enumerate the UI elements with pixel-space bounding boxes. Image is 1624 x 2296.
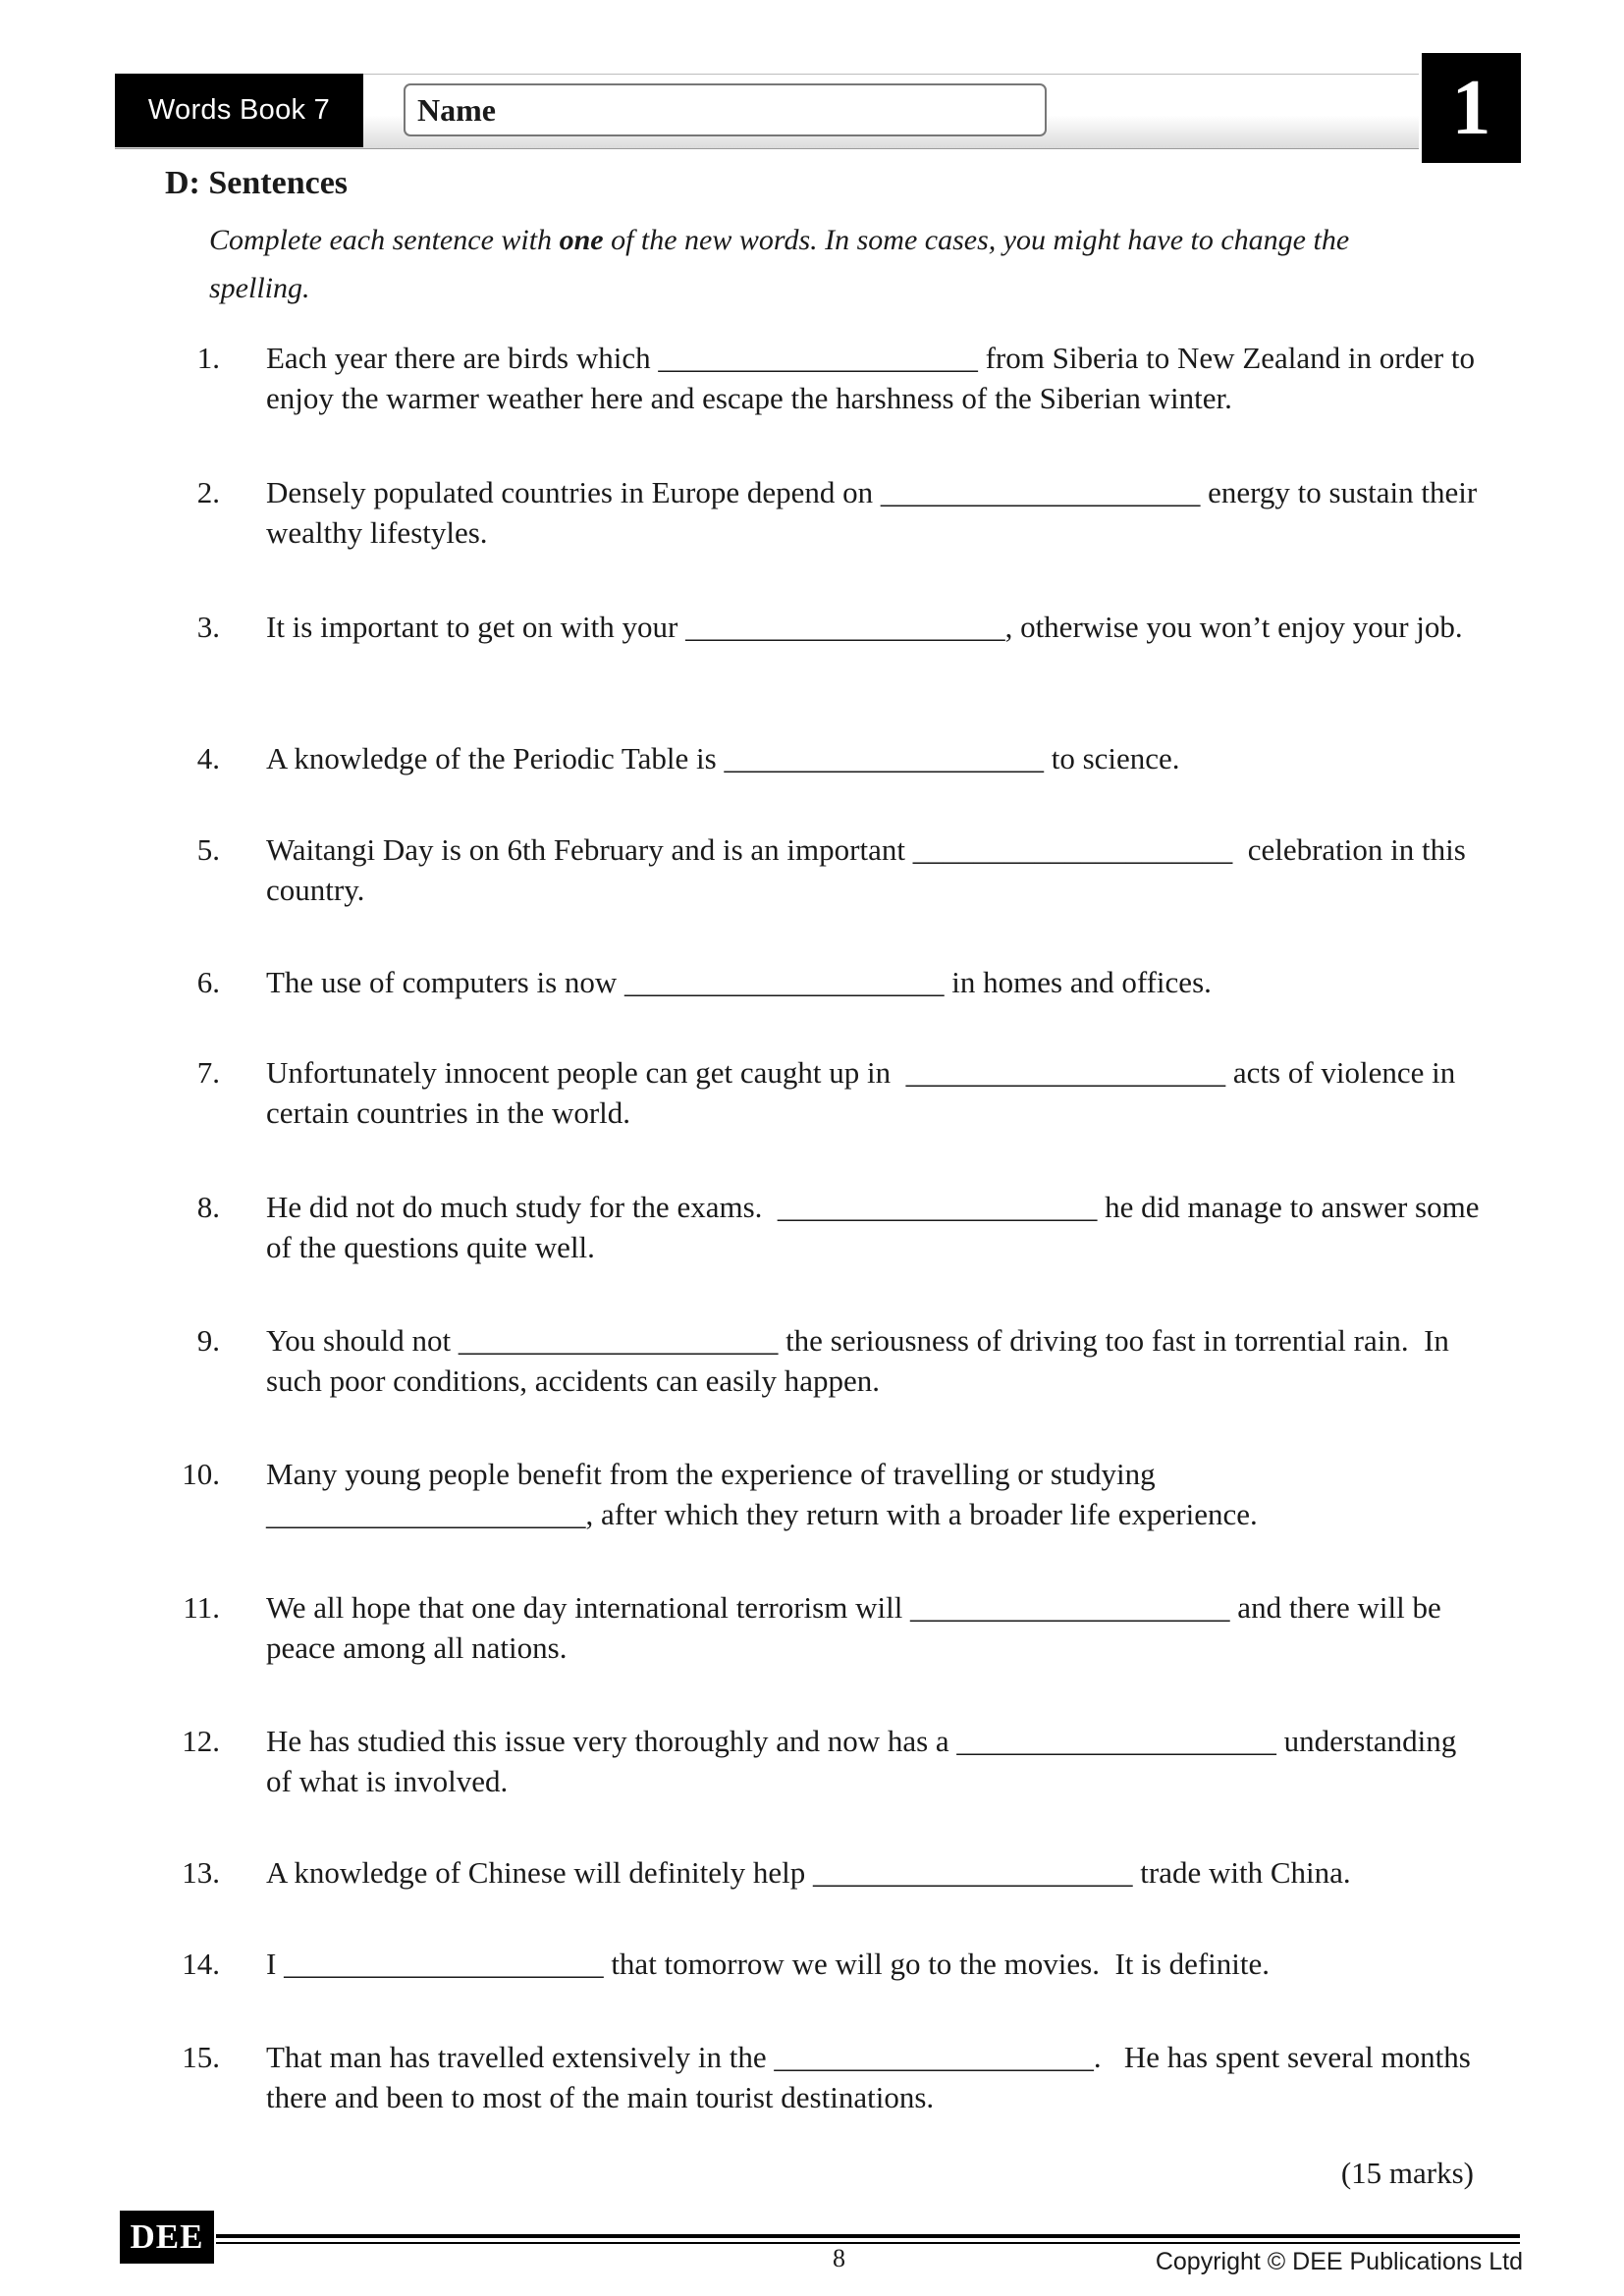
question-number: 1. (196, 341, 220, 375)
name-field[interactable] (404, 83, 1047, 136)
instructions (209, 216, 1387, 312)
question-text: A knowledge of Chinese will definitely help _____________________ trade with China. (266, 1855, 1351, 1890)
question-number: 2. (196, 475, 220, 509)
question-text: He did not do much study for the exams. _____________________ he did manage to answer some of the questions quite well. (266, 1190, 1488, 1264)
question-number: 7. (196, 1055, 220, 1090)
question-number: 11. (183, 1590, 220, 1625)
section-title: D: Sentences (165, 165, 349, 201)
question-number: 5. (196, 832, 220, 867)
question-text: Waitangi Day is on 6th February and is an important _____________________ celebration in this country. (266, 832, 1474, 907)
instructions-post: of the new words. In some cases, you might have to change the spelling. (209, 224, 1350, 304)
question-text: Densely populated countries in Europe depend on _____________________ energy to sustain their wealthy lifestyles. (266, 475, 1485, 550)
page-number: 8 (833, 2244, 845, 2272)
question-number: 4. (196, 741, 220, 775)
question-text: You should not _____________________ the seriousness of driving too fast in torrential rain. In such poor conditions, accidents can easily happen. (266, 1323, 1457, 1398)
question-number: 10. (182, 1457, 220, 1491)
question-text: It is important to get on with your _____________________, otherwise you won’t enjoy your job. (266, 610, 1463, 644)
question-text: That man has travelled extensively in the _____________________. He has spent several months there and been to most of the main tourist destinations. (266, 2040, 1479, 2114)
question-number: 14. (182, 1947, 220, 1981)
footer-rule (216, 2234, 1520, 2238)
footer-rule-thin (216, 2242, 1520, 2244)
question-number: 6. (196, 965, 220, 999)
question-text: Each year there are birds which _____________________ from Siberia to New Zealand in order to enjoy the warmer weather here and escape the harshness of the Siberian winter. (266, 341, 1483, 415)
question-number: 12. (182, 1724, 220, 1758)
instructions-bold: one (559, 224, 604, 256)
instructions-pre: Complete each sentence with (209, 224, 560, 256)
marks-total: (15 marks) (1340, 2156, 1474, 2190)
name-label: Name (417, 91, 496, 128)
question-number: 15. (182, 2040, 220, 2074)
unit-number-badge: 1 (1422, 53, 1521, 163)
question-text: We all hope that one day international terrorism will _____________________ and there will be peace among all nations. (266, 1590, 1449, 1665)
question-number: 3. (196, 610, 220, 644)
question-text: He has studied this issue very thoroughly and now has a _____________________ understanding of what is involved. (266, 1724, 1465, 1798)
question-text: Unfortunately innocent people can get caught up in _____________________ acts of violence in certain countries in the world. (266, 1055, 1464, 1130)
question-text: The use of computers is now _____________________ in homes and offices. (266, 965, 1212, 999)
question-text: A knowledge of the Periodic Table is _____________________ to science. (266, 741, 1180, 775)
copyright-notice: Copyright © DEE Publications Ltd (1155, 2248, 1523, 2275)
question-text: Many young people benefit from the experience of travelling or studying _____________________, after which they return with a broader life experience. (266, 1457, 1258, 1531)
question-number: 9. (196, 1323, 220, 1358)
question-number: 13. (182, 1855, 220, 1890)
question-text: I _____________________ that tomorrow we will go to the movies. It is definite. (266, 1947, 1271, 1981)
book-label: Words Book 7 (115, 74, 363, 147)
publisher-logo: DEE (120, 2211, 214, 2264)
question-number: 8. (196, 1190, 220, 1224)
